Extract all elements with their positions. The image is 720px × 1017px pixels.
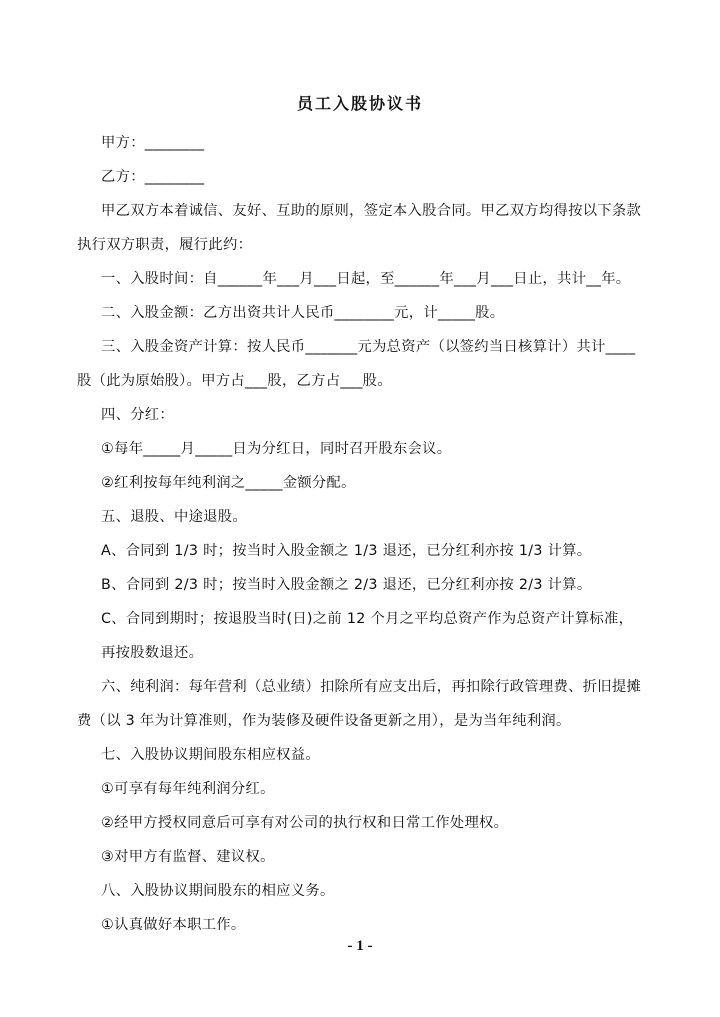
page-number: - 1 - bbox=[347, 938, 373, 954]
document-title: 员工入股协议书 bbox=[296, 94, 423, 113]
clause-8-item-1: ①认真做好本职工作。 bbox=[101, 917, 246, 933]
clause-7-item-1: ①可享有每年纯利润分红。 bbox=[101, 781, 275, 797]
clause-5-item-a: A、合同到 1/3 时；按当时入股金额之 1/3 退还，已分红利亦按 1/3 计算。 bbox=[101, 543, 592, 559]
clause-2-share-amount: 二、入股金额：乙方出资共计人民币________元，计_____股。 bbox=[101, 305, 505, 321]
clause-5-item-c: C、合同到期时；按退股当时(日)之前 12 个月之平均总资产作为总资产计算标准，再按股数退还。 bbox=[101, 611, 634, 661]
clause-5-item-b: B、合同到 2/3 时；按当时入股金额之 2/3 退还，已分红利亦按 2/3 计算。 bbox=[101, 577, 592, 593]
clause-1-share-period: 一、入股时间：自______年___月___日起，至______年___月___日止，共计__年。 bbox=[101, 271, 631, 287]
clause-7-item-2: ②经甲方授权同意后可享有对公司的执行权和日常工作处理权。 bbox=[101, 815, 509, 831]
preamble-paragraph: 甲乙双方本着诚信、友好、互助的原则，签定本入股合同。甲乙双方均得按以下条款执行双方职责，履行此约： bbox=[77, 203, 642, 253]
clause-4-item-1: ①每年_____月_____日为分红日，同时召开股东会议。 bbox=[101, 441, 452, 457]
clause-7-item-3: ③对甲方有监督、建议权。 bbox=[101, 849, 275, 865]
clause-4-item-2: ②红利按每年纯利润之_____金额分配。 bbox=[101, 475, 356, 491]
clause-8-heading: 八、入股协议期间股东的相应义务。 bbox=[101, 883, 335, 899]
clause-4-heading: 四、分红： bbox=[101, 407, 174, 423]
clause-5-heading: 五、退股、中途退股。 bbox=[101, 509, 247, 525]
document-body bbox=[77, 126, 647, 942]
clause-6-net-profit: 六、纯利润：每年营利（总业绩）扣除所有应支出后，再扣除行政管理费、折旧提摊费（以 3 年为计算准则，作为装修及硬件设备更新之用），是为当年纯利润。 bbox=[77, 679, 642, 729]
clause-7-heading: 七、入股协议期间股东相应权益。 bbox=[101, 747, 320, 763]
clause-3-asset-calculation: 三、入股金资产计算：按人民币_______元为总资产（以签约当日核算计）共计____股（此为原始股）。甲方占___股，乙方占___股。 bbox=[77, 339, 636, 389]
party-a-line: 甲方：________ bbox=[101, 135, 205, 151]
party-b-line: 乙方：________ bbox=[101, 169, 205, 185]
